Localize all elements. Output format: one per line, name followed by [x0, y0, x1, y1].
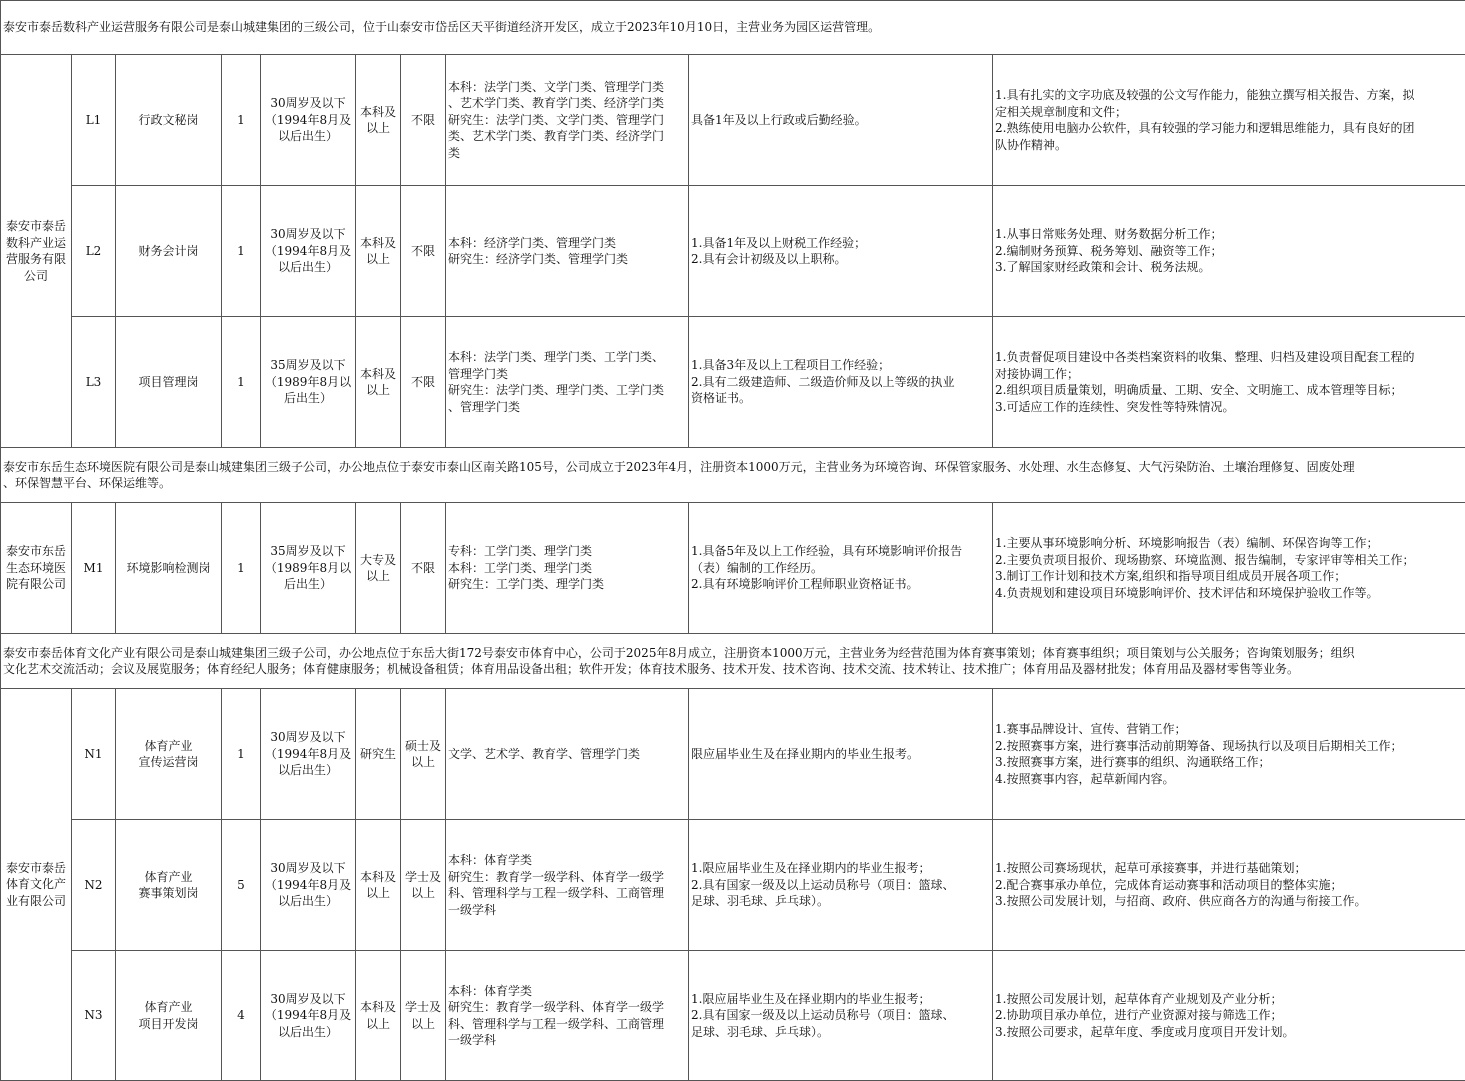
headcount: 1: [222, 55, 261, 186]
position-title: 财务会计岗: [116, 186, 222, 317]
other-requirements: 1.限应届毕业生及在择业期内的毕业生报考； 2.具有国家一级及以上运动员称号（项目：篮球、 足球、羽毛球、乒乓球）。: [689, 951, 993, 1081]
education-requirement: 大专及 以上: [356, 503, 401, 634]
major-requirement: 本科：经济学门类、管理学门类 研究生：经济学门类、管理学门类: [446, 186, 689, 317]
headcount: 1: [222, 186, 261, 317]
age-requirement: 30周岁及以下 （1994年8月及 以后出生）: [261, 951, 356, 1081]
headcount: 4: [222, 951, 261, 1081]
section-intro-row: [1, 634, 1465, 689]
job-duties: 1.具有扎实的文字功底及较强的公文写作能力，能独立撰写相关报告、方案，拟 定相关规章制度和文件； 2.熟练使用电脑办公软件，具有较强的学习能力和逻辑思维能力，具有良好的团 队协作精神。: [993, 55, 1465, 186]
other-requirements: 具备1年及以上行政或后勤经验。: [689, 55, 993, 186]
age-requirement: 35周岁及以下 （1989年8月以 后出生）: [261, 317, 356, 448]
company-name: 泰安市泰岳 数科产业运 营服务有限 公司: [1, 55, 72, 448]
other-requirements: 1.具备1年及以上财税工作经验； 2.具有会计初级及以上职称。: [689, 186, 993, 317]
table-row: [1, 55, 1465, 186]
position-title: 环境影响检测岗: [116, 503, 222, 634]
degree-requirement: 学士及 以上: [401, 820, 446, 951]
table-row: [1, 951, 1465, 1081]
age-requirement: 30周岁及以下 （1994年8月及 以后出生）: [261, 820, 356, 951]
education-requirement: 研究生: [356, 689, 401, 820]
section-intro-row: [1, 1, 1465, 55]
education-requirement: 本科及 以上: [356, 317, 401, 448]
degree-requirement: 硕士及 以上: [401, 689, 446, 820]
degree-requirement: 不限: [401, 317, 446, 448]
job-duties: 1.按照公司发展计划，起草体育产业规划及产业分析； 2.协助项目承办单位，进行产业资源对接与筛选工作； 3.按照公司要求，起草年度、季度或月度项目开发计划。: [993, 951, 1465, 1081]
position-code: L1: [72, 55, 116, 186]
age-requirement: 30周岁及以下 （1994年8月及 以后出生）: [261, 689, 356, 820]
age-requirement: 30周岁及以下 （1994年8月及 以后出生）: [261, 55, 356, 186]
table-row: [1, 820, 1465, 951]
degree-requirement: 学士及 以上: [401, 951, 446, 1081]
major-requirement: 文学、艺术学、教育学、管理学门类: [446, 689, 689, 820]
job-duties: 1.主要从事环境影响分析、环境影响报告（表）编制、环保咨询等工作； 2.主要负责项目报价、现场勘察、环境监测、报告编制，专家评审等相关工作； 3.制订工作计划和技术方案,组织和指导项目组成员开展各项工作； 4.负责规划和建设项目环境影响评价、技术评估和环境保护验收工作等。: [993, 503, 1465, 634]
other-requirements: 1.限应届毕业生及在择业期内的毕业生报考； 2.具有国家一级及以上运动员称号（项目：篮球、 足球、羽毛球、乒乓球）。: [689, 820, 993, 951]
table-row: [1, 689, 1465, 820]
company-name: 泰安市泰岳 体育文化产 业有限公司: [1, 689, 72, 1081]
other-requirements: 1.具备3年及以上工程项目工作经验； 2.具有二级建造师、二级造价师及以上等级的执业 资格证书。: [689, 317, 993, 448]
headcount: 1: [222, 317, 261, 448]
job-duties: 1.负责督促项目建设中各类档案资料的收集、整理、归档及建设项目配套工程的 对接协调工作； 2.组织项目质量策划，明确质量、工期、安全、文明施工、成本管理等目标； 3.可适应工作的连续性、突发性等特殊情况。: [993, 317, 1465, 448]
position-code: N1: [72, 689, 116, 820]
company-intro: 泰安市泰岳体育文化产业有限公司是泰山城建集团三级子公司，办公地点位于东岳大街172号泰安市体育中心，公司于2025年8月成立，注册资本1000万元，主营业务为经营范围为体育赛事策划；体育赛事组织；项目策划与公关服务；咨询策划服务；组织 文化艺术交流活动；会议及展览服务；体育经纪人服务；体育健康服务；机械设备租赁；体育用品设备出租；软件开发；体育技术服务、技术开发、技术咨询、技术交流、技术转让、技术推广；体育用品及器材批发；体育用品及器材零售等业务。: [1, 634, 1465, 689]
position-code: M1: [72, 503, 116, 634]
other-requirements: 1.具备5年及以上工作经验，具有环境影响评价报告 （表）编制的工作经历。 2.具有环境影响评价工程师职业资格证书。: [689, 503, 993, 634]
position-title: 项目管理岗: [116, 317, 222, 448]
age-requirement: 30周岁及以下 （1994年8月及 以后出生）: [261, 186, 356, 317]
position-title: 体育产业 宣传运营岗: [116, 689, 222, 820]
position-title: 体育产业 赛事策划岗: [116, 820, 222, 951]
job-duties: 1.按照公司赛场现状，起草可承接赛事，并进行基础策划； 2.配合赛事承办单位，完成体育运动赛事和活动项目的整体实施； 3.按照公司发展计划，与招商、政府、供应商各方的沟通与衔接工作。: [993, 820, 1465, 951]
degree-requirement: 不限: [401, 55, 446, 186]
position-title: 体育产业 项目开发岗: [116, 951, 222, 1081]
education-requirement: 本科及 以上: [356, 820, 401, 951]
major-requirement: 本科：法学门类、理学门类、工学门类、 管理学门类 研究生：法学门类、理学门类、工学门类 、管理学门类: [446, 317, 689, 448]
major-requirement: 本科：体育学类 研究生：教育学一级学科、体育学一级学 科、管理科学与工程一级学科、工商管理 一级学科: [446, 820, 689, 951]
table-row: [1, 317, 1465, 448]
education-requirement: 本科及 以上: [356, 186, 401, 317]
major-requirement: 本科：法学门类、文学门类、管理学门类 、艺术学门类、教育学门类、经济学门类 研究生：法学门类、文学门类、管理学门 类、艺术学门类、教育学门类、经济学门 类: [446, 55, 689, 186]
section-intro-row: [1, 448, 1465, 503]
education-requirement: 本科及 以上: [356, 951, 401, 1081]
company-name: 泰安市东岳 生态环境医 院有限公司: [1, 503, 72, 634]
position-code: N2: [72, 820, 116, 951]
table-row: [1, 186, 1465, 317]
age-requirement: 35周岁及以下 （1989年8月以 后出生）: [261, 503, 356, 634]
headcount: 1: [222, 503, 261, 634]
company-intro: 泰安市泰岳数科产业运营服务有限公司是泰山城建集团的三级公司，位于山泰安市岱岳区天平街道经济开发区，成立于2023年10月10日，主营业务为园区运营管理。: [1, 1, 1465, 55]
company-intro: 泰安市东岳生态环境医院有限公司是泰山城建集团三级子公司，办公地点位于泰安市泰山区南关路105号，公司成立于2023年4月，注册资本1000万元，主营业务为环境咨询、环保管家服务、水处理、水生态修复、大气污染防治、土壤治理修复、固废处理 、环保智慧平台、环保运维等。: [1, 448, 1465, 503]
education-requirement: 本科及 以上: [356, 55, 401, 186]
major-requirement: 本科：体育学类 研究生：教育学一级学科、体育学一级学 科、管理科学与工程一级学科、工商管理 一级学科: [446, 951, 689, 1081]
major-requirement: 专科：工学门类、理学门类 本科：工学门类、理学门类 研究生：工学门类、理学门类: [446, 503, 689, 634]
job-duties: 1.赛事品牌设计、宣传、营销工作； 2.按照赛事方案，进行赛事活动前期筹备、现场执行以及项目后期相关工作； 3.按照赛事方案，进行赛事的组织、沟通联络工作； 4.按照赛事内容，起草新闻内容。: [993, 689, 1465, 820]
position-code: L2: [72, 186, 116, 317]
position-title: 行政文秘岗: [116, 55, 222, 186]
headcount: 1: [222, 689, 261, 820]
degree-requirement: 不限: [401, 186, 446, 317]
headcount: 5: [222, 820, 261, 951]
position-code: L3: [72, 317, 116, 448]
table-row: [1, 503, 1465, 634]
other-requirements: 限应届毕业生及在择业期内的毕业生报考。: [689, 689, 993, 820]
position-code: N3: [72, 951, 116, 1081]
job-duties: 1.从事日常账务处理、财务数据分析工作； 2.编制财务预算、税务筹划、融资等工作； 3.了解国家财经政策和会计、税务法规。: [993, 186, 1465, 317]
degree-requirement: 不限: [401, 503, 446, 634]
